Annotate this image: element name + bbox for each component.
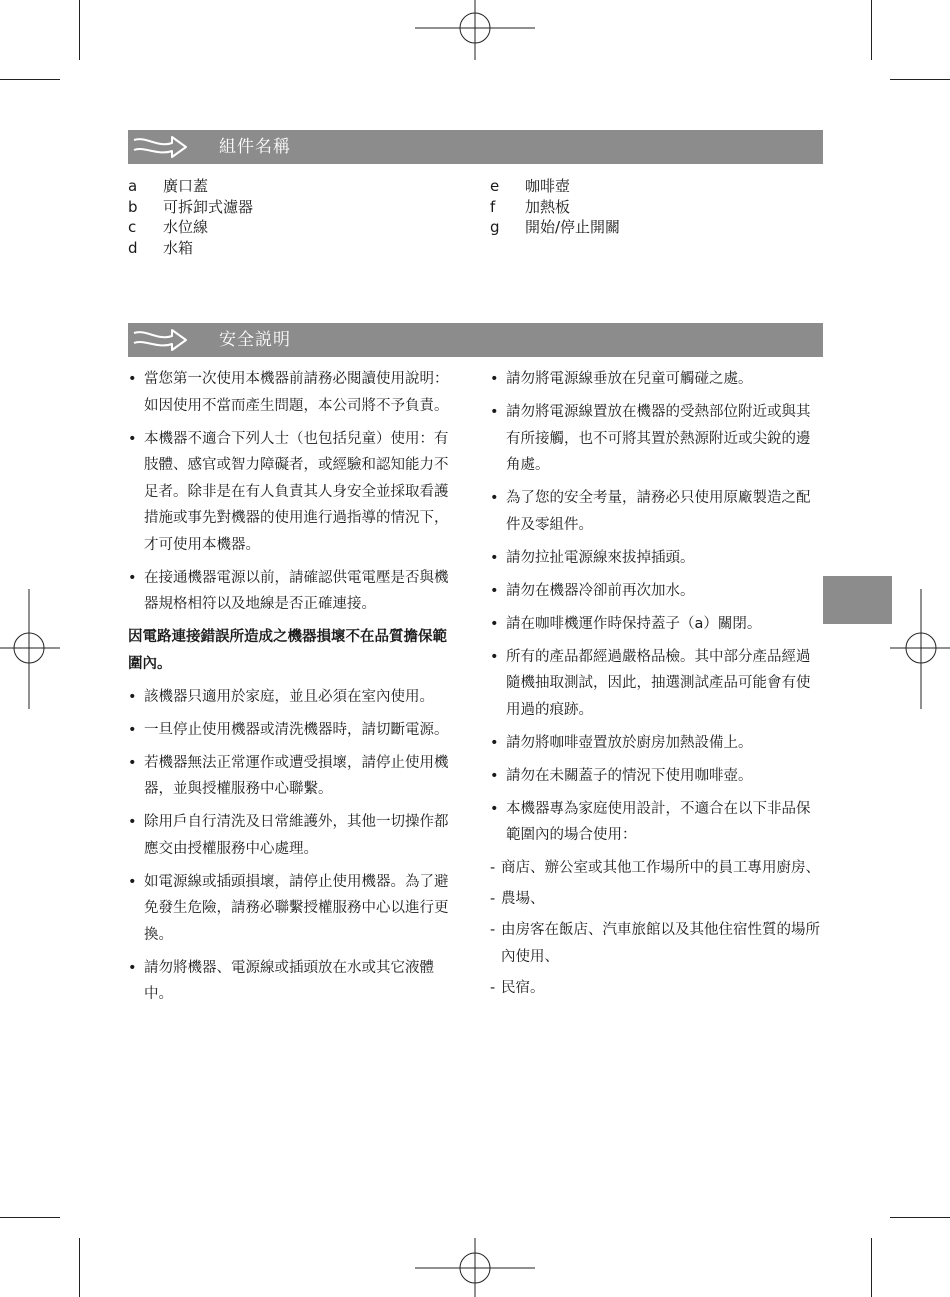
bullet-icon: •: [490, 800, 499, 817]
part-item: [490, 197, 620, 218]
bullet-icon: •: [128, 959, 137, 976]
safety-bullet: [490, 366, 824, 393]
part-item: [128, 197, 253, 218]
safety-bullet: [490, 796, 824, 849]
safety-left-column: [128, 366, 460, 1014]
crop-mark: [0, 79, 60, 80]
bullet-text: 在接通機器電源以前，請確認供電電壓是否與機器規格相符以及地線是否正確連接。: [144, 569, 449, 612]
bullet-icon: •: [490, 404, 499, 420]
bullet-icon: •: [490, 734, 499, 751]
safety-bullet: [490, 399, 824, 479]
bullet-text: 請勿在未關蓋子的情況下使用咖啡壺。: [506, 767, 753, 784]
bullet-icon: •: [490, 648, 499, 665]
exclusion-item: [490, 975, 824, 1002]
safety-bullet: [490, 730, 824, 757]
bullet-text: 除用戶自行清洗及日常維護外，其他一切操作都應交由授權服務中心處理。: [144, 814, 449, 857]
bullet-text: 請勿將咖啡壺置放於廚房加熱設備上。: [506, 734, 753, 751]
dash-icon: -: [490, 860, 496, 876]
bullet-icon: •: [490, 615, 499, 632]
bullet-text: 本機器不適合下列人士（也包括兒童）使用：有肢體、感官或智力障礙者，或經驗和認知能力不足者。除非是在有人負責其人身安全並採取看護措施或事先對機器的使用進行過指導的情況下，才可使用本機器。: [144, 430, 449, 553]
bullet-icon: •: [128, 721, 137, 738]
bullet-text: 若機器無法正常運作或遭受損壞，請停止使用機器，並與授權服務中心聯繫。: [144, 754, 449, 797]
part-letter: d: [128, 238, 138, 257]
registration-mark-left: [0, 589, 60, 709]
part-letter: c: [128, 218, 137, 236]
part-name: 可拆卸式濾器: [163, 197, 254, 216]
section-title: 安全説明: [219, 330, 291, 350]
safety-bullet: [490, 578, 824, 605]
safety-bullet: [490, 485, 824, 538]
safety-bullet: [128, 809, 460, 862]
bullet-text: 請勿拉扯電源線來拔掉插頭。: [506, 549, 695, 566]
registration-mark-right: [890, 589, 950, 709]
safety-bullet: [490, 545, 824, 572]
safety-bullet: [490, 611, 824, 638]
crop-mark: [79, 0, 80, 60]
bullet-text: 請勿將機器、電源線或插頭放在水或其它液體中。: [144, 959, 434, 1002]
safety-bullet: [128, 366, 460, 419]
part-item: [128, 238, 253, 259]
part-name: 咖啡壺: [525, 177, 571, 195]
crop-mark: [0, 1217, 60, 1218]
safety-bullet: [490, 763, 824, 790]
crop-mark: [871, 0, 872, 60]
parts-section-header: [128, 130, 823, 164]
bullet-text: 請勿在機器冷卻前再次加水。: [506, 582, 695, 599]
crop-mark: [871, 1238, 872, 1297]
registration-mark-bottom: [415, 1238, 535, 1297]
bullet-icon: •: [128, 430, 137, 447]
dash-icon: -: [490, 979, 496, 996]
part-letter: a: [128, 177, 138, 195]
part-item: [128, 176, 253, 197]
registration-mark-top: [415, 0, 535, 60]
bullet-text: 請在咖啡機運作時保持蓋子（a）關閉。: [506, 615, 762, 632]
bullet-text: 所有的產品都經過嚴格品檢。其中部分產品經過隨機抽取測試，因此，抽選測試產品可能會有使用過的痕跡。: [506, 648, 811, 718]
part-item: [490, 176, 620, 197]
bullet-text: 如電源線或插頭損壞，請停止使用機器。為了避免發生危險，請務必聯繫授權服務中心以進行更換。: [144, 873, 449, 943]
safety-right-column: [490, 366, 824, 1006]
bullet-icon: •: [490, 767, 499, 784]
part-name: 開始/停止開關: [525, 218, 621, 236]
bullet-icon: •: [128, 688, 137, 705]
dash-icon: -: [490, 922, 496, 938]
part-item: [490, 217, 620, 238]
bullet-icon: •: [490, 582, 499, 599]
bullet-icon: •: [490, 371, 499, 387]
exclusion-item: [490, 886, 824, 913]
bullet-text: 請勿將電源線垂放在兒童可觸碰之處。: [506, 371, 753, 387]
exclusion-item: [490, 855, 824, 882]
crop-mark: [890, 1217, 950, 1218]
exclusion-text: 由房客在飯店、汽車旅館以及其他住宿性質的場所內使用、: [501, 922, 820, 965]
arrow-icon: [132, 327, 188, 353]
bullet-icon: •: [128, 873, 137, 890]
bullet-icon: •: [128, 814, 137, 830]
safety-bullet: [128, 750, 460, 803]
bullet-icon: •: [490, 490, 499, 506]
safety-bullet: [128, 869, 460, 949]
part-name: 水箱: [163, 238, 194, 257]
part-letter: b: [128, 197, 138, 216]
safety-section-header: [128, 323, 823, 357]
safety-bullet: [128, 426, 460, 559]
crop-mark: [79, 1238, 80, 1297]
safety-bullet: [128, 684, 460, 711]
part-item: [128, 217, 253, 238]
bullet-text: 當您第一次使用本機器前請務必閱讀使用說明：如因使用不當而產生問題，本公司將不予負責。: [144, 371, 449, 414]
part-name: 廣口蓋: [163, 177, 209, 195]
warranty-warning: 因電路連接錯誤所造成之機器損壞不在品質擔保範圍內。: [128, 629, 447, 672]
bullet-icon: •: [128, 569, 137, 586]
arrow-icon: [132, 134, 188, 160]
safety-bullet: [128, 955, 460, 1008]
exclusion-item: [490, 917, 824, 970]
bullet-text: 該機器只適用於家庭，並且必須在室內使用。: [144, 688, 434, 705]
bullet-icon: •: [128, 754, 137, 771]
part-name: 水位線: [163, 218, 209, 236]
parts-list-left: [128, 176, 253, 258]
bullet-text: 本機器專為家庭使用設計，不適合在以下非品保範圍內的場合使用：: [506, 800, 811, 843]
bullet-text: 為了您的安全考量，請務必只使用原廠製造之配件及零組件。: [506, 490, 811, 533]
part-letter: e: [490, 177, 500, 195]
bullet-text: 請勿將電源線置放在機器的受熱部位附近或與其有所接觸，也不可將其置於熱源附近或尖銳的邊角處。: [506, 404, 811, 473]
exclusion-text: 商店、辦公室或其他工作場所中的員工專用廚房、: [501, 860, 820, 876]
dash-icon: -: [490, 891, 496, 907]
bullet-text: 一旦停止使用機器或清洗機器時，請切斷電源。: [144, 721, 449, 738]
bullet-icon: •: [128, 371, 137, 387]
safety-bullet: [128, 565, 460, 618]
crop-mark: [890, 79, 950, 80]
exclusion-text: 農場、: [501, 891, 545, 907]
part-letter: f: [490, 197, 496, 216]
part-name: 加熱板: [525, 197, 571, 216]
exclusion-text: 民宿。: [501, 979, 545, 996]
part-letter: g: [490, 218, 500, 236]
safety-bullet: [490, 644, 824, 724]
safety-bullet: [128, 717, 460, 744]
section-title: 組件名稱: [219, 137, 291, 157]
chapter-tab: [823, 576, 892, 624]
bullet-icon: •: [490, 549, 499, 566]
parts-list-right: [490, 176, 620, 238]
